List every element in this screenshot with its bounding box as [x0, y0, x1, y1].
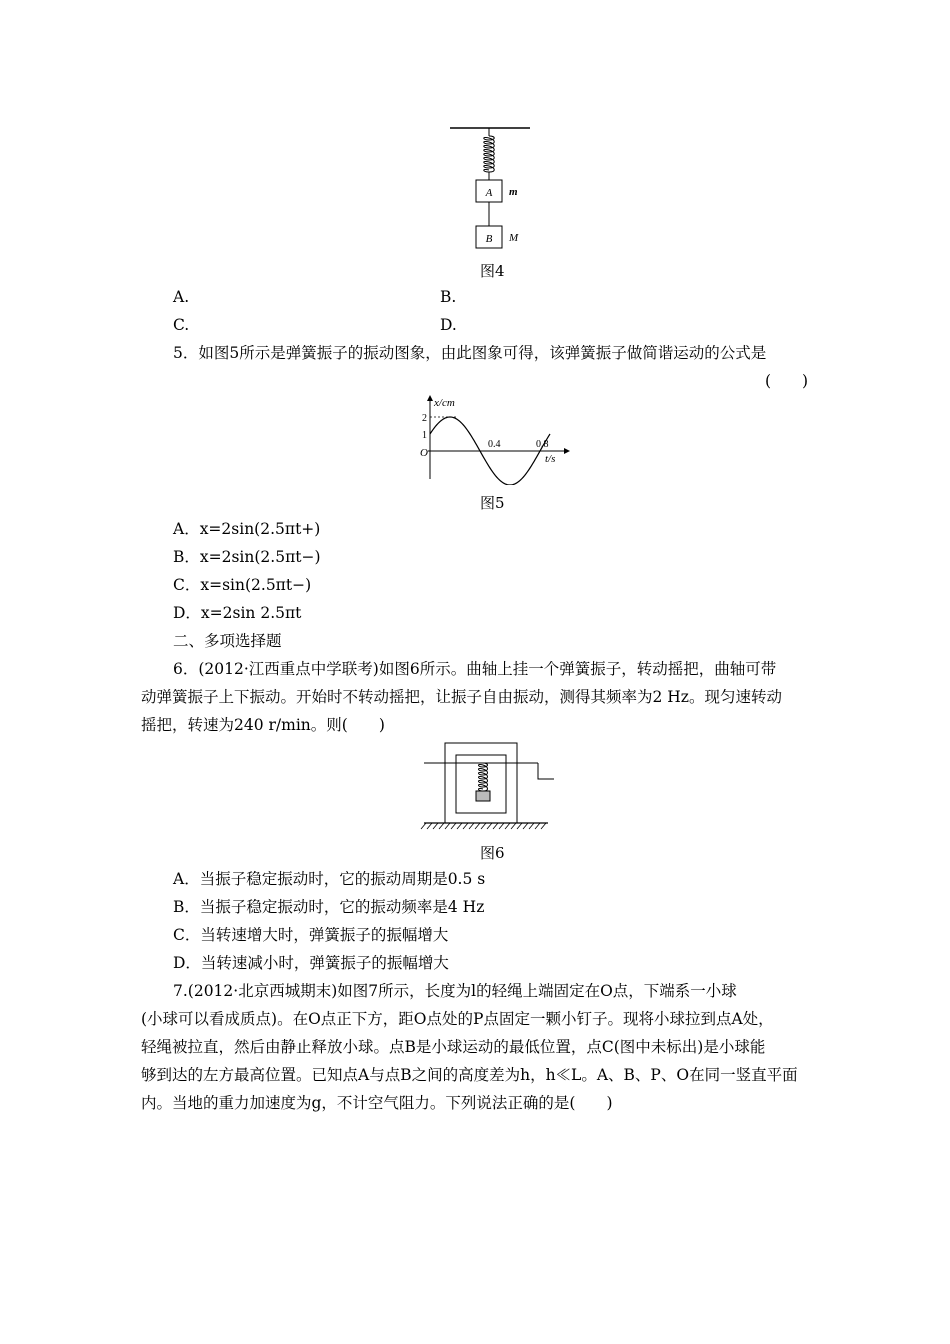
ground-hatch — [493, 823, 498, 829]
mass-b-label: M — [509, 232, 519, 244]
q7-line-3: 轻绳被拉直，然后由静止释放小球。点B是小球运动的最低位置，点C(图中未标出)是小球能 — [141, 1038, 766, 1056]
ground-hatch — [457, 823, 462, 829]
q7-line-1: 7.(2012·北京西城期末)如图7所示，长度为l的轻绳上端固定在O点，下端系一小球 — [173, 982, 737, 1000]
q5-stem: 5．如图5所示是弹簧振子的振动图象，由此图象可得，该弹簧振子做简谐运动的公式是 — [173, 344, 767, 362]
ground-hatch — [505, 823, 510, 829]
ground-hatch — [529, 823, 534, 829]
q5-bracket: ( ) — [765, 372, 809, 390]
x-axis-arrow — [564, 448, 570, 454]
ground-hatch — [433, 823, 438, 829]
ground-hatch — [523, 823, 528, 829]
figure-5-caption: 图5 — [480, 494, 505, 512]
y-tick-2: 2 — [422, 413, 427, 424]
q5-option-c: C．x=sin(2.5πt−) — [173, 576, 312, 594]
q6-option-c: C．当转速增大时，弹簧振子的振幅增大 — [173, 926, 449, 944]
ground-hatch — [475, 823, 480, 829]
q7-line-5: 内。当地的重力加速度为g，不计空气阻力。下列说法正确的是( ) — [141, 1094, 613, 1112]
y-axis-arrow — [427, 395, 433, 401]
ground-hatch — [445, 823, 450, 829]
ground-hatch — [469, 823, 474, 829]
ground-hatch — [541, 823, 546, 829]
q5-option-d: D．x=2sin 2.5πt — [173, 604, 302, 622]
ground-hatch — [499, 823, 504, 829]
q4-option-b: B. — [440, 288, 457, 306]
y-axis-label: x/cm — [434, 397, 455, 409]
ground-hatch — [463, 823, 468, 829]
q6-line-2: 动弹簧振子上下振动。开始时不转动摇把，让振子自由振动，测得其频率为2 Hz。现匀速转动 — [141, 688, 782, 706]
ground-hatch — [427, 823, 432, 829]
q4-option-c: C. — [173, 316, 190, 334]
ground-hatch — [511, 823, 516, 829]
oscillator-block — [476, 791, 490, 801]
y-tick-1: 1 — [422, 430, 427, 441]
figure-6-caption: 图6 — [480, 844, 505, 862]
figure-4 — [440, 118, 540, 258]
origin-label: O — [420, 447, 428, 459]
section-2-heading: 二、多项选择题 — [173, 632, 282, 650]
figure-6 — [420, 737, 556, 831]
q7-line-2: (小球可以看成质点)。在O点正下方，距O点处的P点固定一颗小钉子。现将小球拉到点A处， — [141, 1010, 774, 1028]
x-tick-0.8: 0.8 — [536, 439, 549, 450]
figure-5-chart — [418, 393, 578, 485]
ground-hatch — [481, 823, 486, 829]
block-b-label: B — [485, 233, 493, 245]
mass-a-label: m — [509, 186, 518, 198]
ground-hatch — [421, 823, 426, 829]
ground-hatch — [517, 823, 522, 829]
q7-line-4: 够到达的左方最高位置。已知点A与点B之间的高度差为h，h≪L。A、B、P、O在同一竖直平面 — [141, 1066, 798, 1084]
ground-hatch — [487, 823, 492, 829]
x-axis-label: t/s — [545, 453, 556, 465]
ground-hatch — [439, 823, 444, 829]
q4-option-d: D. — [440, 316, 457, 334]
q4-option-a: A. — [173, 288, 190, 306]
crank-handle — [538, 763, 554, 779]
q6-option-d: D．当转速减小时，弹簧振子的振幅增大 — [173, 954, 449, 972]
ground-hatch — [451, 823, 456, 829]
q6-line-1: 6．(2012·江西重点中学联考)如图6所示。曲轴上挂一个弹簧振子，转动摇把，曲轴可带 — [173, 660, 777, 678]
q6-line-3: 摇把，转速为240 r/min。则( ) — [141, 716, 385, 734]
block-a-label: A — [485, 187, 493, 199]
q5-option-a: A．x=2sin(2.5πt+) — [173, 520, 321, 538]
ground-hatch — [535, 823, 540, 829]
figure-4-caption: 图4 — [480, 262, 505, 280]
q6-option-a: A．当振子稳定振动时，它的振动周期是0.5 s — [173, 870, 486, 888]
x-tick-0.4: 0.4 — [488, 439, 501, 450]
q6-option-b: B．当振子稳定振动时，它的振动频率是4 Hz — [173, 898, 485, 916]
q5-option-b: B．x=2sin(2.5πt−) — [173, 548, 321, 566]
